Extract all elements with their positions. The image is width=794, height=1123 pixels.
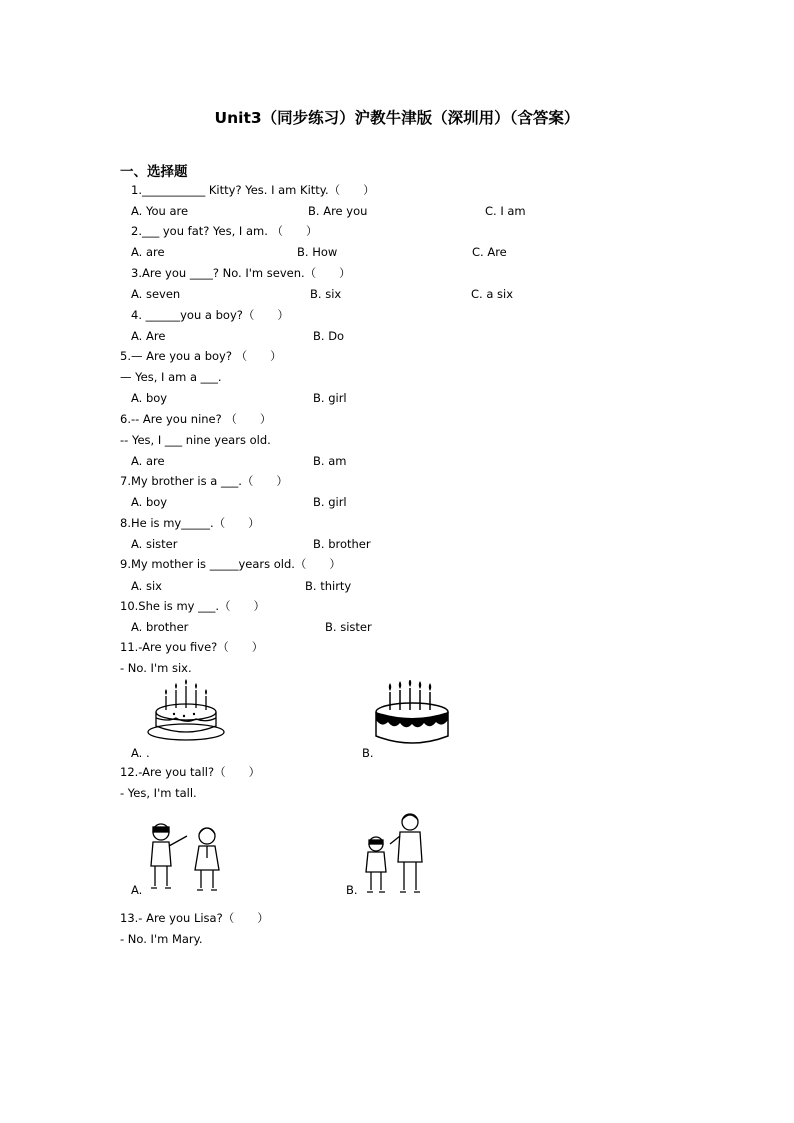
q10-stem: 10.She is my ___.（ ） — [120, 599, 266, 613]
q3-stem: 3.Are you ____? No. I'm seven.（ ） — [131, 266, 351, 280]
cake-five-candles-image — [146, 678, 230, 744]
q8-option-b: B. brother — [313, 537, 371, 551]
q6-option-b: B. am — [313, 454, 347, 468]
q1-stem: 1.___________ Kitty? Yes. I am Kitty.（ ） — [131, 183, 375, 197]
section-heading: 一、选择题 — [120, 164, 188, 180]
q5-reply: — Yes, I am a ___. — [120, 370, 222, 384]
boy-and-girl-image — [143, 818, 235, 894]
q5-option-b: B. girl — [313, 391, 347, 405]
q3-option-a: A. seven — [131, 287, 181, 301]
q12-option-a: A. — [131, 883, 143, 897]
q6-option-a: A. are — [131, 454, 165, 468]
q9-stem: 9.My mother is _____years old.（ ） — [120, 557, 341, 571]
q12-stem: 12.-Are you tall?（ ） — [120, 765, 261, 779]
q7-option-b: B. girl — [313, 495, 347, 509]
q8-stem: 8.He is my_____.（ ） — [120, 516, 260, 530]
q4-stem: 4. ______you a boy?（ ） — [131, 308, 289, 322]
q12-option-b: B. — [346, 883, 358, 897]
short-and-tall-boys-image — [360, 810, 434, 896]
q1-option-a: A. You are — [131, 204, 189, 218]
q5-stem: 5.— Are you a boy? （ ） — [120, 349, 282, 363]
q11-stem: 11.-Are you five?（ ） — [120, 640, 264, 654]
q2-option-a: A. are — [131, 245, 165, 259]
q13-stem: 13.- Are you Lisa?（ ） — [120, 911, 269, 925]
q10-option-b: B. sister — [325, 620, 372, 634]
q9-option-b: B. thirty — [305, 579, 352, 593]
q6-stem: 6.-- Are you nine? （ ） — [120, 412, 272, 426]
q1-option-b: B. Are you — [308, 204, 368, 218]
q11-option-a: A. . — [131, 746, 150, 760]
q3-option-c: C. a six — [471, 287, 514, 301]
q8-option-a: A. sister — [131, 537, 178, 551]
q11-reply: - No. I'm six. — [120, 661, 192, 675]
q4-option-a: A. Are — [131, 329, 166, 343]
q9-option-a: A. six — [131, 579, 162, 593]
q7-stem: 7.My brother is a ___.（ ） — [120, 474, 288, 488]
q11-option-b: B. — [362, 746, 374, 760]
q13-reply: - No. I'm Mary. — [120, 932, 203, 946]
q2-stem: 2.___ you fat? Yes, I am. （ ） — [131, 224, 318, 238]
cake-six-candles-image — [372, 680, 452, 750]
q12-reply: - Yes, I'm tall. — [120, 786, 197, 800]
q2-option-c: C. Are — [472, 245, 507, 259]
q10-option-a: A. brother — [131, 620, 189, 634]
q2-option-b: B. How — [297, 245, 338, 259]
q1-option-c: C. I am — [485, 204, 526, 218]
q6-reply: -- Yes, I ___ nine years old. — [120, 433, 271, 447]
q4-option-b: B. Do — [313, 329, 345, 343]
q7-option-a: A. boy — [131, 495, 168, 509]
q3-option-b: B. six — [310, 287, 342, 301]
document-title: Unit3（同步练习）沪教牛津版（深圳用）（含答案） — [214, 109, 580, 127]
q5-option-a: A. boy — [131, 391, 168, 405]
